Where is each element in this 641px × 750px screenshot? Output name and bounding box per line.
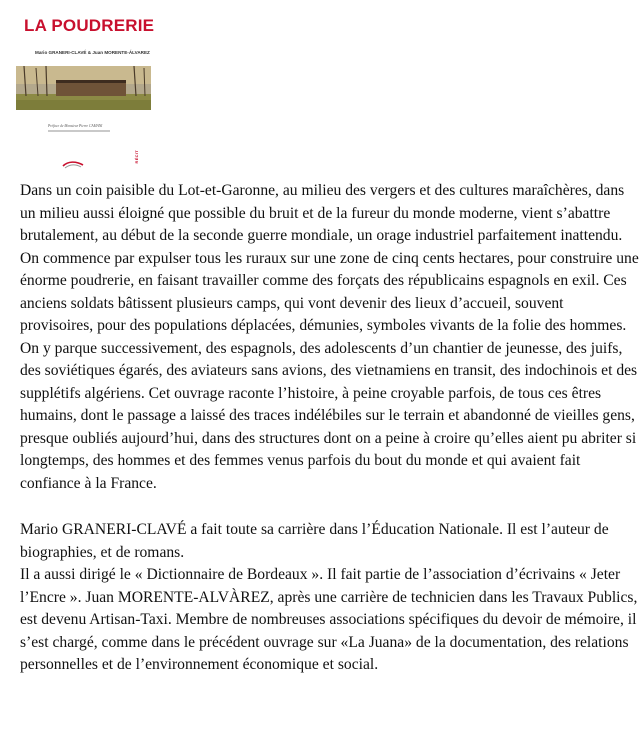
book-title: LA POUDRERIE (24, 16, 155, 35)
author-bio-paragraph: Mario GRANERI-CLAVÉ a fait toute sa carrière dans l’Éducation Nationale. Il est l’auteur de biographies, et de romans. (20, 521, 609, 561)
cover-genre-label: RÉCIT (134, 150, 139, 164)
back-cover-text (20, 180, 640, 677)
author-bio-paragraph: Il a aussi dirigé le « Dictionnaire de Bordeaux ». Il fait partie de l’association d’écrivains « Jeter l’Encre ». Juan MORENTE-ALVÀREZ, après une carrière de technicien dans les Travaux Publics, est devenu Artisan-Taxi. Membre de nombreuses associations spécifiques du devoir de mémoire, il s’est chargé, comme dans le précédent ouvrage sur «La Juana» de la documentation, des relations personnelles et de l’environnement économique et social. (20, 566, 638, 673)
cover-photo (16, 66, 151, 110)
publisher-logo-icon (62, 160, 84, 170)
cover-preface: Préface de Monsieur Pierre CAMANI (48, 124, 103, 128)
summary-paragraph: Dans un coin paisible du Lot-et-Garonne, au milieu des vergers et des cultures maraîchères, dans un milieu aussi éloigné que possible du bruit et de la fureur du monde moderne, vient s’abattre brutalement, au début de la seconde guerre mondiale, un orage industriel parfaitement inattendu. On commence par expulser tous les ruraux sur une zone de cinq cents hectares, pour construire une énorme poudrerie, en faisant travailler comme des forçats des républicains espagnols en exil. Ces anciens soldats bâtissent plusieurs camps, qui vont devenir des lieux d’accueil, souvent provisoires, pour des populations déplacées, démunies, symboles vivants de la folie des hommes. (20, 182, 639, 334)
cover-authors: Mario GRANERI-CLAVÉ & Juan MORENTE-ÁLVAREZ (35, 50, 150, 55)
cover-preface-subline (48, 130, 110, 132)
book-cover (14, 0, 164, 180)
summary-paragraph: On y parque successivement, des espagnols, des adolescents d’un chantier de jeunesse, des juifs, des soviétiques égarés, des aviateurs sans avions, des vietnamiens en transit, des indochinois et des supplétifs algériens. Cet ouvrage raconte l’histoire, à peine croyable parfois, de tous ces êtres humains, dont le passage a laissé des traces indélébiles sur le terrain et abandonné de vieilles gens, presque oubliés aujourd’hui, dans des structures dont on a peine à croire qu’elles aient pu abriter si longtemps, des hommes et des femmes venus parfois du bout du monde et qui avaient fait confiance à la France. (20, 339, 638, 492)
